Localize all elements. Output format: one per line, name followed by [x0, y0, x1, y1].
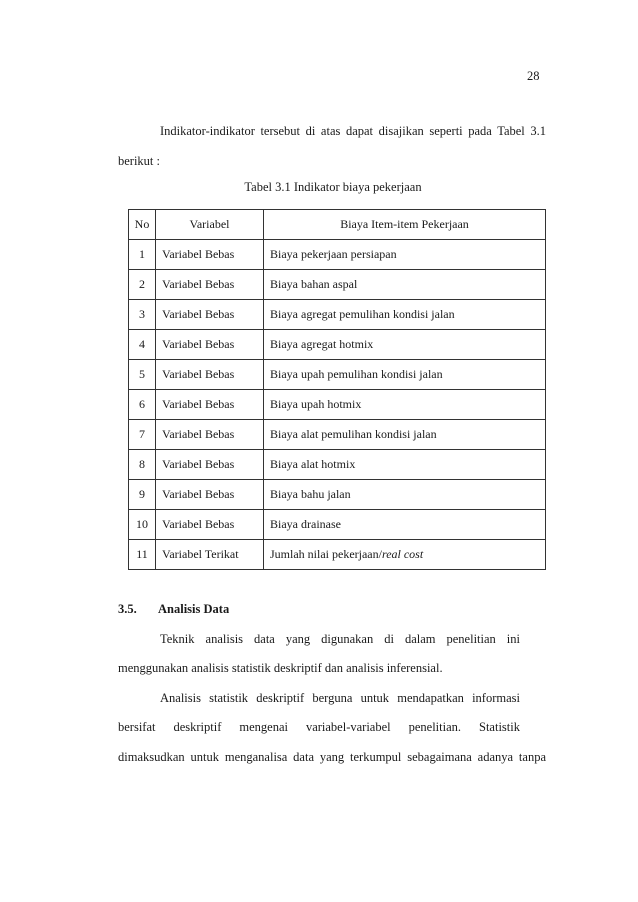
intro-line-1: Indikator-indikator tersebut di atas dapat disajikan seperti pada Tabel 3.1: [160, 124, 546, 138]
cell-variabel: Variabel Bebas: [156, 330, 264, 360]
body-p1-line-2: menggunakan analisis statistik deskriptif dan analisis inferensial.: [118, 661, 443, 675]
table-row: [129, 240, 546, 270]
cell-no: 9: [129, 480, 156, 510]
section-title: Analisis Data: [158, 602, 230, 616]
table-row: [129, 450, 546, 480]
cell-no: 3: [129, 300, 156, 330]
table-row: [129, 540, 546, 570]
page-number: 28: [527, 69, 540, 83]
table-caption: Tabel 3.1 Indikator biaya pekerjaan: [244, 180, 422, 194]
table-row: [129, 510, 546, 540]
section-heading: [118, 602, 229, 617]
cell-item: Biaya alat pemulihan kondisi jalan: [264, 420, 546, 450]
cell-no: 5: [129, 360, 156, 390]
table-row: [129, 360, 546, 390]
table-row: [129, 300, 546, 330]
cell-variabel: Variabel Terikat: [156, 540, 264, 570]
cell-item-text: Jumlah nilai pekerjaan/: [270, 547, 382, 561]
cell-variabel: Variabel Bebas: [156, 480, 264, 510]
cell-item: Biaya pekerjaan persiapan: [264, 240, 546, 270]
body-p2-line-2: bersifat deskriptif mengenai variabel-variabel penelitian. Statistik: [118, 720, 520, 734]
header-variabel: Variabel: [156, 210, 264, 240]
cell-no: 8: [129, 450, 156, 480]
table-header-row: [129, 210, 546, 240]
cell-no: 2: [129, 270, 156, 300]
cell-item: Biaya agregat pemulihan kondisi jalan: [264, 300, 546, 330]
header-item: Biaya Item-item Pekerjaan: [264, 210, 546, 240]
table-row: [129, 480, 546, 510]
cell-variabel: Variabel Bebas: [156, 510, 264, 540]
table-row: [129, 420, 546, 450]
cell-item: Biaya upah pemulihan kondisi jalan: [264, 360, 546, 390]
cell-no: 4: [129, 330, 156, 360]
table-row: [129, 330, 546, 360]
cell-variabel: Variabel Bebas: [156, 450, 264, 480]
cell-item: [264, 540, 546, 570]
table-row: [129, 270, 546, 300]
header-no: No: [129, 210, 156, 240]
cell-variabel: Variabel Bebas: [156, 360, 264, 390]
cell-item: Biaya upah hotmix: [264, 390, 546, 420]
body-p2-line-3: dimaksudkan untuk menganalisa data yang terkumpul sebagaimana adanya tanpa: [118, 750, 546, 764]
cell-no: 6: [129, 390, 156, 420]
cell-variabel: Variabel Bebas: [156, 240, 264, 270]
cell-item: Biaya bahan aspal: [264, 270, 546, 300]
cell-variabel: Variabel Bebas: [156, 420, 264, 450]
cell-variabel: Variabel Bebas: [156, 270, 264, 300]
cell-no: 11: [129, 540, 156, 570]
cell-no: 1: [129, 240, 156, 270]
cell-item-italic-text: real cost: [381, 547, 424, 561]
cell-no: 7: [129, 420, 156, 450]
cell-no: 10: [129, 510, 156, 540]
body-p1-line-1: Teknik analisis data yang digunakan di dalam penelitian ini: [160, 632, 520, 646]
cell-item: Biaya alat hotmix: [264, 450, 546, 480]
table-row: [129, 390, 546, 420]
indicator-table: [128, 209, 546, 570]
section-number: 3.5.: [118, 602, 137, 616]
cell-variabel: Variabel Bebas: [156, 300, 264, 330]
cell-item: Biaya drainase: [264, 510, 546, 540]
cell-variabel: Variabel Bebas: [156, 390, 264, 420]
body-p2-line-1: Analisis statistik deskriptif berguna untuk mendapatkan informasi: [160, 691, 520, 705]
intro-line-2: berikut :: [118, 154, 161, 168]
cell-item: Biaya agregat hotmix: [264, 330, 546, 360]
cell-item: Biaya bahu jalan: [264, 480, 546, 510]
